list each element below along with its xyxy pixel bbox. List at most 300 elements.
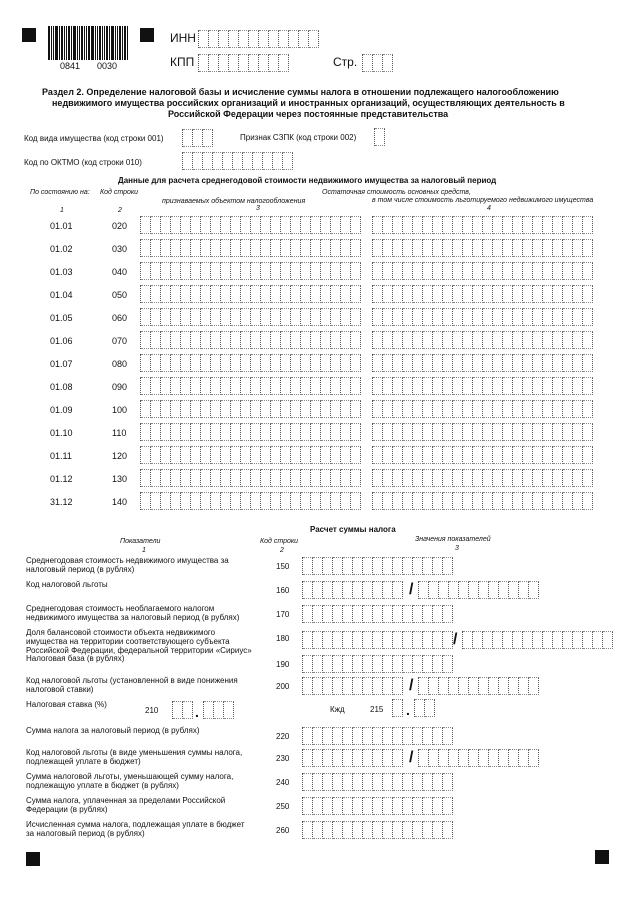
char-cell[interactable] xyxy=(313,797,323,815)
char-cell[interactable] xyxy=(509,749,519,767)
char-cell[interactable] xyxy=(503,492,513,510)
char-cell[interactable] xyxy=(243,152,253,170)
char-cell[interactable] xyxy=(423,285,433,303)
char-cell[interactable] xyxy=(343,581,353,599)
char-cell[interactable] xyxy=(503,285,513,303)
char-cell[interactable] xyxy=(563,216,573,234)
char-cell[interactable] xyxy=(403,308,413,326)
char-cell[interactable] xyxy=(241,354,251,372)
value-field[interactable] xyxy=(302,655,453,673)
char-cell[interactable] xyxy=(259,54,269,72)
char-cell[interactable] xyxy=(403,655,413,673)
char-cell[interactable] xyxy=(313,581,323,599)
char-cell[interactable] xyxy=(563,354,573,372)
char-cell[interactable] xyxy=(433,262,443,280)
char-cell[interactable] xyxy=(415,699,425,717)
char-cell[interactable] xyxy=(341,469,351,487)
char-cell[interactable] xyxy=(383,331,393,349)
char-cell[interactable] xyxy=(373,354,383,372)
char-cell[interactable] xyxy=(463,354,473,372)
table1-row-value-field[interactable] xyxy=(140,331,361,349)
table1-row-value-field[interactable] xyxy=(140,354,361,372)
char-cell[interactable] xyxy=(271,262,281,280)
char-cell[interactable] xyxy=(573,308,583,326)
share-denominator-field[interactable] xyxy=(462,631,613,649)
char-cell[interactable] xyxy=(413,400,423,418)
char-cell[interactable] xyxy=(271,446,281,464)
char-cell[interactable] xyxy=(281,239,291,257)
char-cell[interactable] xyxy=(533,239,543,257)
char-cell[interactable] xyxy=(161,400,171,418)
char-cell[interactable] xyxy=(193,129,203,147)
char-cell[interactable] xyxy=(341,377,351,395)
char-cell[interactable] xyxy=(393,423,403,441)
char-cell[interactable] xyxy=(351,400,361,418)
char-cell[interactable] xyxy=(583,308,593,326)
char-cell[interactable] xyxy=(211,308,221,326)
char-cell[interactable] xyxy=(331,377,341,395)
char-cell[interactable] xyxy=(161,262,171,280)
char-cell[interactable] xyxy=(553,308,563,326)
char-cell[interactable] xyxy=(443,216,453,234)
char-cell[interactable] xyxy=(241,285,251,303)
char-cell[interactable] xyxy=(171,285,181,303)
inn-field[interactable] xyxy=(198,30,319,48)
char-cell[interactable] xyxy=(493,354,503,372)
char-cell[interactable] xyxy=(433,492,443,510)
char-cell[interactable] xyxy=(301,308,311,326)
char-cell[interactable] xyxy=(303,605,313,623)
char-cell[interactable] xyxy=(291,285,301,303)
char-cell[interactable] xyxy=(141,239,151,257)
char-cell[interactable] xyxy=(161,331,171,349)
char-cell[interactable] xyxy=(413,605,423,623)
char-cell[interactable] xyxy=(181,492,191,510)
char-cell[interactable] xyxy=(273,152,283,170)
char-cell[interactable] xyxy=(433,285,443,303)
char-cell[interactable] xyxy=(181,400,191,418)
char-cell[interactable] xyxy=(373,308,383,326)
char-cell[interactable] xyxy=(239,54,249,72)
char-cell[interactable] xyxy=(363,655,373,673)
char-cell[interactable] xyxy=(543,492,553,510)
char-cell[interactable] xyxy=(343,677,353,695)
char-cell[interactable] xyxy=(279,54,289,72)
char-cell[interactable] xyxy=(141,308,151,326)
char-cell[interactable] xyxy=(453,239,463,257)
char-cell[interactable] xyxy=(439,581,449,599)
char-cell[interactable] xyxy=(413,797,423,815)
char-cell[interactable] xyxy=(351,239,361,257)
char-cell[interactable] xyxy=(483,377,493,395)
char-cell[interactable] xyxy=(223,152,233,170)
char-cell[interactable] xyxy=(231,469,241,487)
char-cell[interactable] xyxy=(351,285,361,303)
char-cell[interactable] xyxy=(413,631,423,649)
char-cell[interactable] xyxy=(301,216,311,234)
char-cell[interactable] xyxy=(331,262,341,280)
char-cell[interactable] xyxy=(533,308,543,326)
char-cell[interactable] xyxy=(429,749,439,767)
char-cell[interactable] xyxy=(353,797,363,815)
char-cell[interactable] xyxy=(523,216,533,234)
char-cell[interactable] xyxy=(393,285,403,303)
char-cell[interactable] xyxy=(423,400,433,418)
char-cell[interactable] xyxy=(161,377,171,395)
char-cell[interactable] xyxy=(183,701,193,719)
char-cell[interactable] xyxy=(373,423,383,441)
char-cell[interactable] xyxy=(343,557,353,575)
char-cell[interactable] xyxy=(231,377,241,395)
char-cell[interactable] xyxy=(483,239,493,257)
char-cell[interactable] xyxy=(221,446,231,464)
char-cell[interactable] xyxy=(311,446,321,464)
char-cell[interactable] xyxy=(191,469,201,487)
char-cell[interactable] xyxy=(543,354,553,372)
char-cell[interactable] xyxy=(171,423,181,441)
char-cell[interactable] xyxy=(353,749,363,767)
char-cell[interactable] xyxy=(433,773,443,791)
char-cell[interactable] xyxy=(429,581,439,599)
char-cell[interactable] xyxy=(513,308,523,326)
char-cell[interactable] xyxy=(433,377,443,395)
char-cell[interactable] xyxy=(403,446,413,464)
char-cell[interactable] xyxy=(463,331,473,349)
char-cell[interactable] xyxy=(473,377,483,395)
char-cell[interactable] xyxy=(513,354,523,372)
char-cell[interactable] xyxy=(423,631,433,649)
char-cell[interactable] xyxy=(323,605,333,623)
char-cell[interactable] xyxy=(279,30,289,48)
char-cell[interactable] xyxy=(321,446,331,464)
char-cell[interactable] xyxy=(493,469,503,487)
char-cell[interactable] xyxy=(425,699,435,717)
char-cell[interactable] xyxy=(393,727,403,745)
char-cell[interactable] xyxy=(523,631,533,649)
char-cell[interactable] xyxy=(191,262,201,280)
char-cell[interactable] xyxy=(231,216,241,234)
char-cell[interactable] xyxy=(383,400,393,418)
char-cell[interactable] xyxy=(281,423,291,441)
tax-rate-frac-field[interactable] xyxy=(203,701,234,719)
char-cell[interactable] xyxy=(433,239,443,257)
char-cell[interactable] xyxy=(553,354,563,372)
char-cell[interactable] xyxy=(171,331,181,349)
char-cell[interactable] xyxy=(161,492,171,510)
char-cell[interactable] xyxy=(573,285,583,303)
char-cell[interactable] xyxy=(301,285,311,303)
char-cell[interactable] xyxy=(503,377,513,395)
table1-row-value-field[interactable] xyxy=(140,377,361,395)
char-cell[interactable] xyxy=(261,423,271,441)
char-cell[interactable] xyxy=(373,239,383,257)
char-cell[interactable] xyxy=(181,262,191,280)
char-cell[interactable] xyxy=(533,285,543,303)
char-cell[interactable] xyxy=(219,30,229,48)
char-cell[interactable] xyxy=(301,239,311,257)
char-cell[interactable] xyxy=(543,239,553,257)
char-cell[interactable] xyxy=(313,677,323,695)
char-cell[interactable] xyxy=(483,469,493,487)
char-cell[interactable] xyxy=(403,331,413,349)
char-cell[interactable] xyxy=(413,331,423,349)
table1-row-privileged-field[interactable] xyxy=(372,262,593,280)
char-cell[interactable] xyxy=(583,423,593,441)
char-cell[interactable] xyxy=(311,354,321,372)
char-cell[interactable] xyxy=(323,557,333,575)
char-cell[interactable] xyxy=(221,239,231,257)
char-cell[interactable] xyxy=(553,331,563,349)
char-cell[interactable] xyxy=(393,331,403,349)
char-cell[interactable] xyxy=(209,54,219,72)
char-cell[interactable] xyxy=(523,262,533,280)
char-cell[interactable] xyxy=(393,605,403,623)
char-cell[interactable] xyxy=(353,631,363,649)
char-cell[interactable] xyxy=(151,469,161,487)
char-cell[interactable] xyxy=(141,285,151,303)
char-cell[interactable] xyxy=(413,557,423,575)
char-cell[interactable] xyxy=(413,239,423,257)
char-cell[interactable] xyxy=(469,581,479,599)
char-cell[interactable] xyxy=(553,492,563,510)
char-cell[interactable] xyxy=(141,423,151,441)
char-cell[interactable] xyxy=(151,377,161,395)
char-cell[interactable] xyxy=(433,469,443,487)
char-cell[interactable] xyxy=(291,239,301,257)
char-cell[interactable] xyxy=(311,377,321,395)
char-cell[interactable] xyxy=(201,446,211,464)
char-cell[interactable] xyxy=(261,239,271,257)
char-cell[interactable] xyxy=(291,354,301,372)
table1-row-privileged-field[interactable] xyxy=(372,400,593,418)
char-cell[interactable] xyxy=(303,655,313,673)
char-cell[interactable] xyxy=(271,423,281,441)
char-cell[interactable] xyxy=(403,469,413,487)
char-cell[interactable] xyxy=(459,677,469,695)
char-cell[interactable] xyxy=(393,446,403,464)
char-cell[interactable] xyxy=(341,354,351,372)
char-cell[interactable] xyxy=(489,581,499,599)
char-cell[interactable] xyxy=(151,216,161,234)
char-cell[interactable] xyxy=(533,400,543,418)
char-cell[interactable] xyxy=(423,727,433,745)
char-cell[interactable] xyxy=(181,239,191,257)
char-cell[interactable] xyxy=(363,605,373,623)
char-cell[interactable] xyxy=(199,30,209,48)
char-cell[interactable] xyxy=(583,446,593,464)
char-cell[interactable] xyxy=(211,492,221,510)
char-cell[interactable] xyxy=(253,152,263,170)
char-cell[interactable] xyxy=(493,239,503,257)
char-cell[interactable] xyxy=(323,749,333,767)
char-cell[interactable] xyxy=(413,216,423,234)
char-cell[interactable] xyxy=(251,331,261,349)
char-cell[interactable] xyxy=(503,262,513,280)
char-cell[interactable] xyxy=(583,239,593,257)
char-cell[interactable] xyxy=(181,285,191,303)
char-cell[interactable] xyxy=(161,446,171,464)
char-cell[interactable] xyxy=(503,400,513,418)
char-cell[interactable] xyxy=(161,308,171,326)
char-cell[interactable] xyxy=(413,446,423,464)
char-cell[interactable] xyxy=(563,446,573,464)
char-cell[interactable] xyxy=(281,354,291,372)
char-cell[interactable] xyxy=(473,239,483,257)
char-cell[interactable] xyxy=(383,655,393,673)
char-cell[interactable] xyxy=(333,631,343,649)
table1-row-value-field[interactable] xyxy=(140,400,361,418)
char-cell[interactable] xyxy=(403,216,413,234)
char-cell[interactable] xyxy=(161,469,171,487)
table1-row-value-field[interactable] xyxy=(140,308,361,326)
benefit-code-field-2[interactable] xyxy=(418,581,539,599)
char-cell[interactable] xyxy=(423,492,433,510)
benefit-code-field[interactable] xyxy=(302,677,403,695)
char-cell[interactable] xyxy=(353,677,363,695)
char-cell[interactable] xyxy=(433,797,443,815)
char-cell[interactable] xyxy=(423,308,433,326)
char-cell[interactable] xyxy=(341,423,351,441)
char-cell[interactable] xyxy=(211,446,221,464)
char-cell[interactable] xyxy=(393,631,403,649)
char-cell[interactable] xyxy=(221,216,231,234)
char-cell[interactable] xyxy=(363,677,373,695)
char-cell[interactable] xyxy=(221,354,231,372)
char-cell[interactable] xyxy=(229,30,239,48)
char-cell[interactable] xyxy=(553,285,563,303)
char-cell[interactable] xyxy=(181,308,191,326)
property-type-field[interactable] xyxy=(182,129,213,147)
char-cell[interactable] xyxy=(241,331,251,349)
char-cell[interactable] xyxy=(201,423,211,441)
char-cell[interactable] xyxy=(321,216,331,234)
char-cell[interactable] xyxy=(543,423,553,441)
table1-row-privileged-field[interactable] xyxy=(372,354,593,372)
char-cell[interactable] xyxy=(383,749,393,767)
char-cell[interactable] xyxy=(341,492,351,510)
char-cell[interactable] xyxy=(211,239,221,257)
value-field[interactable] xyxy=(302,821,453,839)
char-cell[interactable] xyxy=(331,492,341,510)
char-cell[interactable] xyxy=(201,400,211,418)
char-cell[interactable] xyxy=(301,492,311,510)
char-cell[interactable] xyxy=(141,216,151,234)
char-cell[interactable] xyxy=(341,239,351,257)
char-cell[interactable] xyxy=(281,262,291,280)
char-cell[interactable] xyxy=(563,469,573,487)
char-cell[interactable] xyxy=(321,354,331,372)
char-cell[interactable] xyxy=(251,285,261,303)
char-cell[interactable] xyxy=(373,821,383,839)
char-cell[interactable] xyxy=(383,216,393,234)
char-cell[interactable] xyxy=(201,216,211,234)
char-cell[interactable] xyxy=(453,469,463,487)
char-cell[interactable] xyxy=(483,492,493,510)
char-cell[interactable] xyxy=(453,400,463,418)
char-cell[interactable] xyxy=(393,655,403,673)
char-cell[interactable] xyxy=(313,821,323,839)
char-cell[interactable] xyxy=(251,423,261,441)
char-cell[interactable] xyxy=(553,262,563,280)
char-cell[interactable] xyxy=(321,262,331,280)
char-cell[interactable] xyxy=(563,492,573,510)
char-cell[interactable] xyxy=(393,400,403,418)
char-cell[interactable] xyxy=(221,423,231,441)
char-cell[interactable] xyxy=(301,446,311,464)
char-cell[interactable] xyxy=(503,239,513,257)
char-cell[interactable] xyxy=(513,631,523,649)
char-cell[interactable] xyxy=(281,469,291,487)
char-cell[interactable] xyxy=(199,54,209,72)
char-cell[interactable] xyxy=(563,423,573,441)
char-cell[interactable] xyxy=(211,400,221,418)
char-cell[interactable] xyxy=(503,469,513,487)
char-cell[interactable] xyxy=(393,262,403,280)
char-cell[interactable] xyxy=(281,308,291,326)
char-cell[interactable] xyxy=(563,377,573,395)
tax-rate-int-field[interactable] xyxy=(172,701,193,719)
char-cell[interactable] xyxy=(151,446,161,464)
char-cell[interactable] xyxy=(269,30,279,48)
char-cell[interactable] xyxy=(503,423,513,441)
char-cell[interactable] xyxy=(303,727,313,745)
char-cell[interactable] xyxy=(341,308,351,326)
char-cell[interactable] xyxy=(523,377,533,395)
char-cell[interactable] xyxy=(231,492,241,510)
char-cell[interactable] xyxy=(393,354,403,372)
table1-row-privileged-field[interactable] xyxy=(372,446,593,464)
char-cell[interactable] xyxy=(573,631,583,649)
char-cell[interactable] xyxy=(413,821,423,839)
char-cell[interactable] xyxy=(463,400,473,418)
char-cell[interactable] xyxy=(291,377,301,395)
char-cell[interactable] xyxy=(573,331,583,349)
char-cell[interactable] xyxy=(299,30,309,48)
char-cell[interactable] xyxy=(393,821,403,839)
char-cell[interactable] xyxy=(443,377,453,395)
char-cell[interactable] xyxy=(191,423,201,441)
char-cell[interactable] xyxy=(201,469,211,487)
char-cell[interactable] xyxy=(181,469,191,487)
char-cell[interactable] xyxy=(523,423,533,441)
char-cell[interactable] xyxy=(523,400,533,418)
char-cell[interactable] xyxy=(261,469,271,487)
char-cell[interactable] xyxy=(241,377,251,395)
char-cell[interactable] xyxy=(523,239,533,257)
char-cell[interactable] xyxy=(413,492,423,510)
char-cell[interactable] xyxy=(343,727,353,745)
char-cell[interactable] xyxy=(261,308,271,326)
char-cell[interactable] xyxy=(363,581,373,599)
char-cell[interactable] xyxy=(383,239,393,257)
char-cell[interactable] xyxy=(453,354,463,372)
char-cell[interactable] xyxy=(343,655,353,673)
char-cell[interactable] xyxy=(211,285,221,303)
char-cell[interactable] xyxy=(303,773,313,791)
char-cell[interactable] xyxy=(533,377,543,395)
char-cell[interactable] xyxy=(413,354,423,372)
char-cell[interactable] xyxy=(303,749,313,767)
char-cell[interactable] xyxy=(529,677,539,695)
char-cell[interactable] xyxy=(583,331,593,349)
char-cell[interactable] xyxy=(489,749,499,767)
char-cell[interactable] xyxy=(533,446,543,464)
char-cell[interactable] xyxy=(263,152,273,170)
char-cell[interactable] xyxy=(383,631,393,649)
char-cell[interactable] xyxy=(383,285,393,303)
char-cell[interactable] xyxy=(463,216,473,234)
char-cell[interactable] xyxy=(393,492,403,510)
